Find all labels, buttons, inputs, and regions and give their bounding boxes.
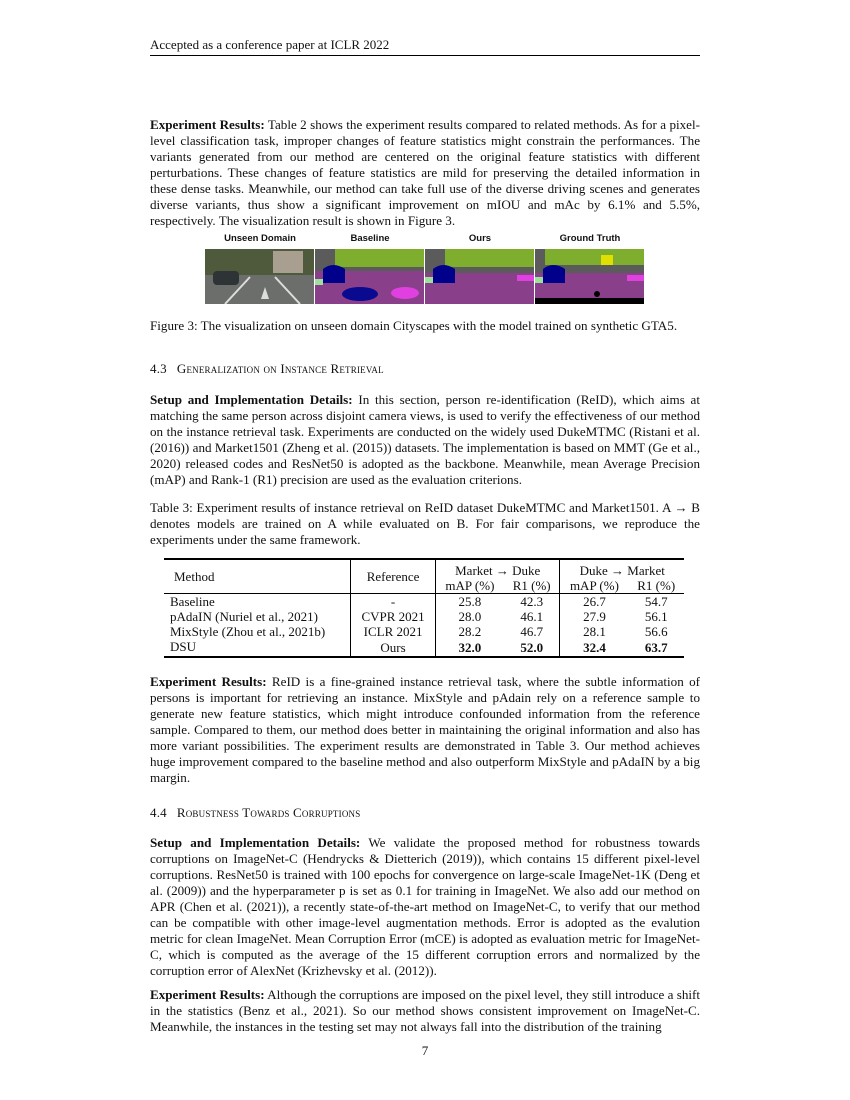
header-method: Method <box>164 559 351 594</box>
header-market-duke: Market → Duke <box>435 559 560 578</box>
paragraph-setup-corruptions: Setup and Implementation Details: We validate the proposed method for robustness towards corruptions on ImageNet-C (Hendrycks & Dietterich (2019)), which contains 15 different pixel-level corruptions. ResNet50 is trained with 100 epochs for convergence on large-scale ImageNet-1K (Deng et al. (2009)) and the hyperparameter p is set as 0.1 for training in ImageNet. We also add our method on APR (Chen et al. (2021)), a recently state-of-the-art method on ImageNet-C, to verify that our method can be compatible with other image-level augmentation methods. Error is adopted as the evalution metric for clean ImageNet. Mean Corruption Error (mCE) is adopted as evaluation metric for ImageNet-C, which is computed as the average of the 15 different corruption errors and normalized by the corruption error of AlexNet (Krizhevsky et al. (2012)). <box>150 835 700 978</box>
subheader: mAP (%) <box>569 578 619 593</box>
table-row: pAdaIN (Nuriel et al., 2021) CVPR 2021 28.0 46.1 27.9 56.1 <box>164 609 684 624</box>
segmentation-images <box>205 249 645 304</box>
page-body <box>150 117 700 1035</box>
table-row: MixStyle (Zhou et al., 2021b) ICLR 2021 28.2 46.7 28.1 56.6 <box>164 624 684 639</box>
section-heading-4-3: 4.3 Generalization on Instance Retrieval <box>150 361 384 376</box>
paragraph-experiment-results-seg <box>150 117 700 229</box>
figure-caption: Figure 3: The visualization on unseen domain Cityscapes with the model trained on synthetic GTA5. <box>150 318 678 333</box>
header-reference: Reference <box>351 559 436 594</box>
unseen-domain-image <box>205 249 314 304</box>
header-rule <box>150 55 700 56</box>
table-row: DSU Ours 32.0 52.0 32.4 63.7 <box>164 639 684 657</box>
figure-3 <box>205 233 645 305</box>
paragraph-text: Table 2 shows the experiment results compared to related methods. As for a pixel-level classification task, improper changes of feature statistics might constrain the performances. The variants generated from our method are centered on the original feature statistics with different perturbations. These changes of feature statistics are mild for preserving the detailed information in these dense tasks. Meanwhile, our method can take full use of the diverse driving scenes and generates diverse variants, thus show a significant improvement on mIOU and mAc by 6.1% and 5.5%, respectively. The visualization result is shown in Figure 3. <box>150 117 700 228</box>
figure-label: Unseen Domain <box>224 233 296 244</box>
figure-label: Ground Truth <box>559 233 621 244</box>
subheader: mAP (%) <box>445 578 495 593</box>
running-header: Accepted as a conference paper at ICLR 2022 <box>150 37 390 52</box>
section-heading-4-4: 4.4 Robustness Towards Corruptions <box>150 805 361 820</box>
ground-truth-image <box>535 249 644 304</box>
paragraph-setup-reid: Setup and Implementation Details: In this section, person re-identification (ReID), which aims at matching the same person across disjoint camera views, is used to verify the effectiveness of our method on the instance retrieval task. Experiments are conducted on the widely used DukeMTMC (Ristani et al. (2016)) and Market1501 (Zheng et al. (2015)) datasets. The implementation is based on MMT (Ge et al., 2020) released codes and ResNet50 is adopted as the backbone. Meanwhile, mean Average Precision (mAP) and Rank-1 (R1) precision are used as the evaluation criterions. <box>150 392 700 487</box>
paragraph-experiment-results-corruptions: Experiment Results: Although the corruptions are imposed on the pixel level, they still introduce a shift in the statistics (Benz et al., 2021). So our method shows consistent improvement on ImageNet-C. Meanwhile, the instances in the testing set may not always fall into the distribution of the training <box>150 987 701 1034</box>
results-table <box>164 558 684 658</box>
subheader: R1 (%) <box>637 578 676 593</box>
baseline-image <box>315 249 424 304</box>
subheader: R1 (%) <box>504 578 560 594</box>
paragraph-lead: Experiment Results: <box>150 117 265 132</box>
paragraph-experiment-results-reid: Experiment Results: ReID is a fine-grained instance retrieval task, where the subtle information of persons is important for retrieving an instance. MixStyle and pAdain rely on a reference sample to generate new feature statistics, which might introduce confounded information from the reference sample. Compared to them, our method does better in maintaining the original information and also has more variant possibilities. The experiment results are demonstrated in Table 3. Our method achieves huge improvement compared to the baseline method and also outperform MixStyle and pAdaIN by a big margin. <box>150 674 700 785</box>
figure-label: Baseline <box>350 233 390 244</box>
table-row: Baseline - 25.8 42.3 26.7 54.7 <box>164 594 684 610</box>
ours-image <box>425 249 534 304</box>
figure-label: Ours <box>468 233 492 244</box>
header-duke-market: Duke → Market <box>579 563 665 578</box>
page-number: 7 <box>421 1043 429 1058</box>
table-caption: Table 3: Experiment results of instance retrieval on ReID dataset DukeMTMC and Market1501. A → B denotes models are trained on A while evaluated on B. For fair comparisons, we reproduce the experiments under the same framework. <box>150 500 700 547</box>
